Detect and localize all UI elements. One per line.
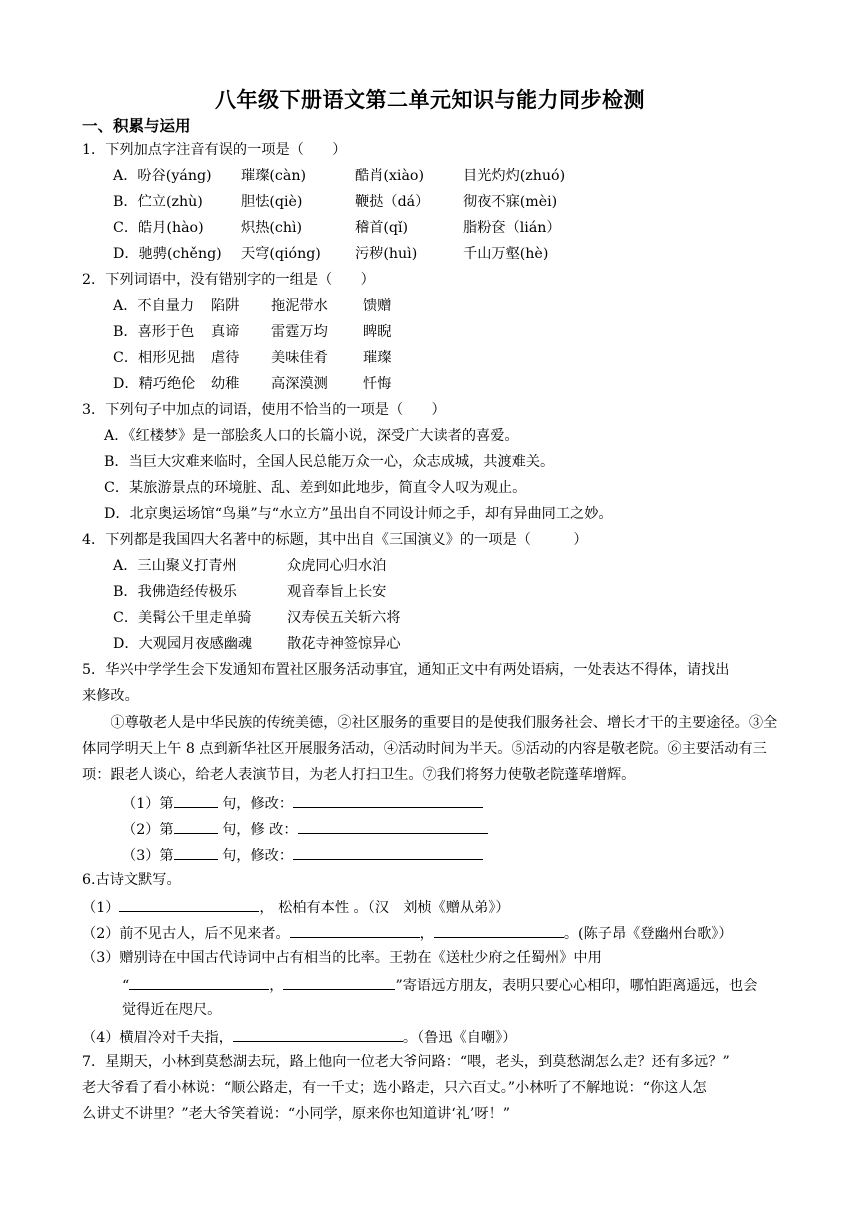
- option-cell: B．我佛造经传极乐: [113, 584, 237, 600]
- option-cell: 忏悔: [363, 376, 392, 392]
- option-cell: C．美髯公千里走单骑: [113, 610, 252, 626]
- question-7-line-1: 7．星期天，小林到莫愁湖去玩，路上他向一位老大爷问路：“喂，老头，到莫愁湖怎么走？还有多远？”: [82, 1054, 730, 1070]
- line-suffix: ， 松柏有本性 。（汉 刘桢《赠从弟》）: [259, 900, 510, 916]
- option-cell: C．相形见拙: [113, 350, 195, 366]
- option-cell: 拖泥带水: [271, 298, 328, 314]
- option-cell: 脂粉奁（lián）: [463, 220, 561, 236]
- option-cell: 炽热(chì): [241, 220, 303, 236]
- answer-prefix: （3）第: [122, 848, 174, 864]
- question-6-line-1: [82, 896, 510, 918]
- option-cell: B．伫立(zhù): [113, 194, 203, 210]
- option-cell: 天穹(qióng): [241, 246, 321, 262]
- option-cell: D．大观园月夜感幽魂: [113, 636, 253, 652]
- question-5-passage: ①尊敬老人是中华民族的传统美德，②社区服务的重要目的是使我们服务社会、增长才干的主要途径。③全体同学明天上午 8 点到新华社区开展服务活动，④活动时间为半天。⑤活动的内容是敬老院。⑥主要活动有三项：跟老人谈心，给老人表演节目，为老人打扫卫生。⑦我们将努力使敬老院蓬荜增辉。: [82, 715, 778, 783]
- option-cell: 散花寺神签惊异心: [287, 636, 401, 652]
- option-cell: B．喜形于色: [113, 324, 195, 340]
- answer-prefix: （2）第: [122, 822, 174, 838]
- option-cell: 观音奉旨上长安: [287, 584, 387, 600]
- option-cell: 真谛: [211, 324, 240, 340]
- question-6-line-4: [82, 1026, 516, 1048]
- answer-blank[interactable]: [434, 922, 564, 938]
- answer-blank[interactable]: [174, 792, 218, 808]
- question-5-answer-3: [122, 844, 483, 866]
- question-4-stem: 4．下列都是我国四大名著中的标题，其中出自《三国演义》的一项是（ ）: [82, 532, 588, 548]
- answer-blank[interactable]: [283, 974, 395, 990]
- option-cell: 彻夜不寐(mèi): [463, 194, 558, 210]
- option-cell: 雷霆万均: [271, 324, 328, 340]
- option-cell: 酷肖(xiào): [355, 168, 424, 184]
- question-5-answer-1: [122, 792, 483, 814]
- answer-blank[interactable]: [174, 844, 218, 860]
- option-cell: 馈赠: [363, 298, 392, 314]
- option-cell: 污秽(huì): [355, 246, 418, 262]
- option-cell: 稽首(qǐ): [355, 220, 409, 236]
- question-6-stem: 6.古诗文默写。: [82, 872, 181, 888]
- option-cell: 千山万壑(hè): [463, 246, 549, 262]
- question-7-line-2: 老大爷看了看小林说：“顺公路走，有一千丈；选小路走，只六百丈。”小林听了不解地说：“你这人怎: [82, 1080, 707, 1096]
- option-cell: A．不自量力: [113, 298, 195, 314]
- section-heading: 一、积累与运用: [82, 117, 191, 135]
- question-2-stem: 2．下列词语中，没有错别字的一组是（ ）: [82, 272, 375, 288]
- line-prefix: （2）前不见古人，后不见来者。: [82, 926, 290, 942]
- option-cell: D．精巧绝伦: [113, 376, 196, 392]
- answer-blank[interactable]: [174, 818, 218, 834]
- question-5-answer-2: [122, 818, 488, 840]
- option-cell: 虐待: [211, 350, 240, 366]
- answer-blank[interactable]: [119, 896, 259, 912]
- line-prefix: （4）横眉冷对千夫指，: [82, 1030, 233, 1046]
- option-cell: 高深漠测: [271, 376, 328, 392]
- line-suffix: ”寄语远方朋友，表明只要心心相印，哪怕距离遥远，也会: [395, 978, 758, 994]
- option-cell: 睥睨: [363, 324, 392, 340]
- question-3-option-d: D．北京奥运场馆“鸟巢”与“水立方”虽出自不同设计师之手，却有异曲同工之妙。: [104, 506, 613, 522]
- option-cell: 胆怯(qiè): [241, 194, 303, 210]
- question-6-line-2: （2）前不见古人，后不见来者。 ， 。(陈子昂《登幽州台歌》）: [82, 922, 733, 944]
- option-cell: 幼稚: [211, 376, 240, 392]
- line-prefix: “: [122, 978, 130, 994]
- line-prefix: （1）: [82, 900, 120, 916]
- question-3-option-c: C．某旅游景点的环境脏、乱、差到如此地步，简直令人叹为观止。: [104, 480, 527, 496]
- answer-prefix: （1）第: [122, 796, 174, 812]
- question-3-stem: 3．下列句子中加点的词语，使用不恰当的一项是（ ）: [82, 402, 446, 418]
- question-5-stem: 5．华兴中学学生会下发通知布置社区服务活动事宜，通知正文中有两处语病，一处表达不得体，请找出: [82, 662, 730, 678]
- answer-blank[interactable]: [233, 1026, 403, 1042]
- line-suffix: 。(陈子昂《登幽州台歌》）: [563, 926, 733, 942]
- option-cell: 璀璨(càn): [241, 168, 306, 184]
- option-cell: 璀璨: [363, 350, 392, 366]
- option-cell: C．皓月(hào): [113, 220, 204, 236]
- option-cell: 目光灼灼(zhuó): [463, 168, 566, 184]
- answer-blank[interactable]: [298, 818, 488, 834]
- option-cell: 汉寿侯五关斩六将: [287, 610, 401, 626]
- option-cell: A．吩谷(yáng): [113, 168, 212, 184]
- question-5-stem-cont: 来修改。: [82, 688, 139, 704]
- answer-blank[interactable]: [293, 792, 483, 808]
- line-suffix: 。（鲁迅《自嘲》）: [402, 1030, 517, 1046]
- answer-blank[interactable]: [293, 844, 483, 860]
- answer-middle: 句，修 改：: [222, 822, 298, 838]
- question-3-option-a: A．《红楼梦》是一部脍炙人口的长篇小说，深受广大读者的喜爱。: [104, 428, 519, 444]
- answer-middle: 句，修改：: [222, 848, 294, 864]
- question-1-stem: 1．下列加点字注音有误的一项是（ ）: [82, 142, 347, 158]
- option-cell: A．三山聚义打青州: [113, 558, 237, 574]
- question-7-line-3: 么讲丈不讲里？”老大爷笑着说：“小同学，原来你也知道讲‘礼’呀！”: [82, 1106, 511, 1122]
- option-cell: 美味佳肴: [271, 350, 328, 366]
- option-cell: 鞭挞（dá）: [355, 194, 430, 210]
- question-6-line-3c: 觉得近在咫尺。: [122, 1002, 222, 1018]
- page-title: 八年级下册语文第二单元知识与能力同步检测: [215, 88, 645, 112]
- option-cell: D．驰骋(chěng): [113, 246, 222, 262]
- question-6-line-3b: “ ， ”寄语远方朋友，表明只要心心相印，哪怕距离遥远，也会: [122, 974, 757, 996]
- answer-blank[interactable]: [290, 922, 420, 938]
- answer-blank[interactable]: [129, 974, 269, 990]
- question-3-option-b: B．当巨大灾难来临时，全国人民总能万众一心，众志成城，共渡难关。: [104, 454, 555, 470]
- question-6-line-3: （3）赠别诗在中国古代诗词中占有相当的比率。王勃在《送杜少府之任蜀州》中用: [82, 950, 602, 966]
- option-cell: 众虎同心归水泊: [287, 558, 387, 574]
- option-cell: 陷阱: [211, 298, 240, 314]
- answer-middle: 句，修改：: [222, 796, 294, 812]
